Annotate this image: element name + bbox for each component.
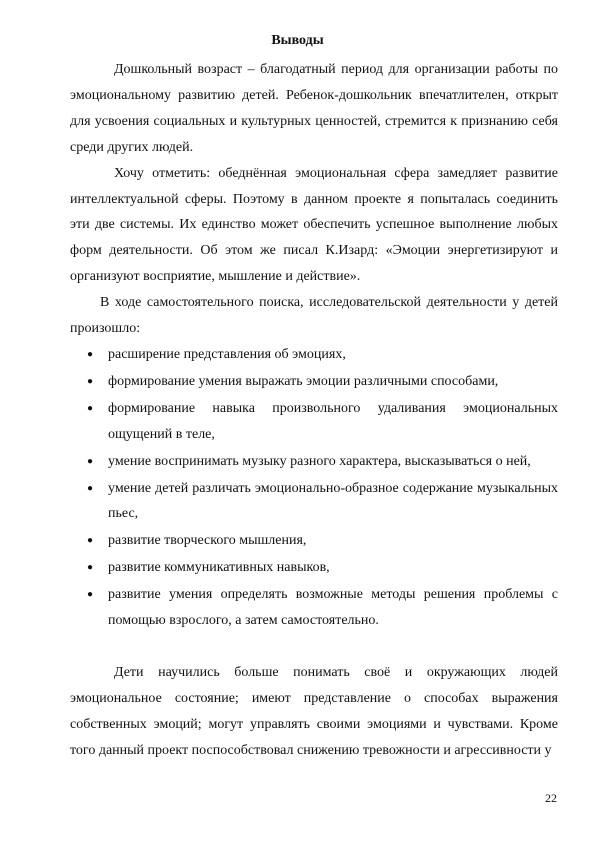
list-item: ● умение детей различать эмоционально-образное содержание музыкальных пьес, [70, 476, 558, 528]
list-item: ● расширение представления об эмоциях, [70, 342, 558, 368]
paragraph-izard: Хочу отметить: обеднённая эмоциональная сфера замедляет развитие интеллектуальной сферы. Поэтому в данном проекте я попыталась соединить эти две системы. Их единство может обеспечить успешное выполнение любых форм деятельности. Об этом же писал К.Изард: «Эмоции энергетизируют и организуют восприятие, мышление и действие». [70, 165, 558, 285]
list-item: ● формирование навыка произвольного удаливания эмоциональных ощущений в теле, [70, 396, 558, 448]
paragraph-intro: Дошкольный возраст – благодатный период для организации работы по эмоциональному развитию детей. Ребенок-дошкольник впечатлителен, открыт для усвоения социальных и культурных ценностей, стремится к признанию себя среди других людей. [70, 62, 558, 155]
page-title: Выводы [271, 33, 324, 48]
list-item: ● формирование умения выражать эмоции различными способами, [70, 369, 558, 395]
list-item: ● развитие коммуникативных навыков, [70, 555, 558, 581]
page-number: 22 [545, 791, 557, 805]
paragraph-conclusion: Дети научились больше понимать своё и окружающих людей эмоциональное состояние; имеют представление о способах выражения собственных эмоций; могут управлять своими эмоциями и чувствами. Кроме того данный проект поспособствовал снижению тревожности и агрессивности у [70, 664, 558, 758]
results-list [70, 342, 558, 634]
list-item: ● умение воспринимать музыку разного характера, высказываться о ней, [70, 449, 558, 475]
list-item: ● развитие умения определять возможные методы решения проблемы с помощью взрослого, а затем самостоятельно. [70, 582, 558, 634]
document-body [70, 57, 558, 764]
list-item: ● развитие творческого мышления, [70, 528, 558, 554]
paragraph-results-lead: В ходе самостоятельного поиска, исследовательской деятельности у детей произошло: [70, 295, 558, 337]
